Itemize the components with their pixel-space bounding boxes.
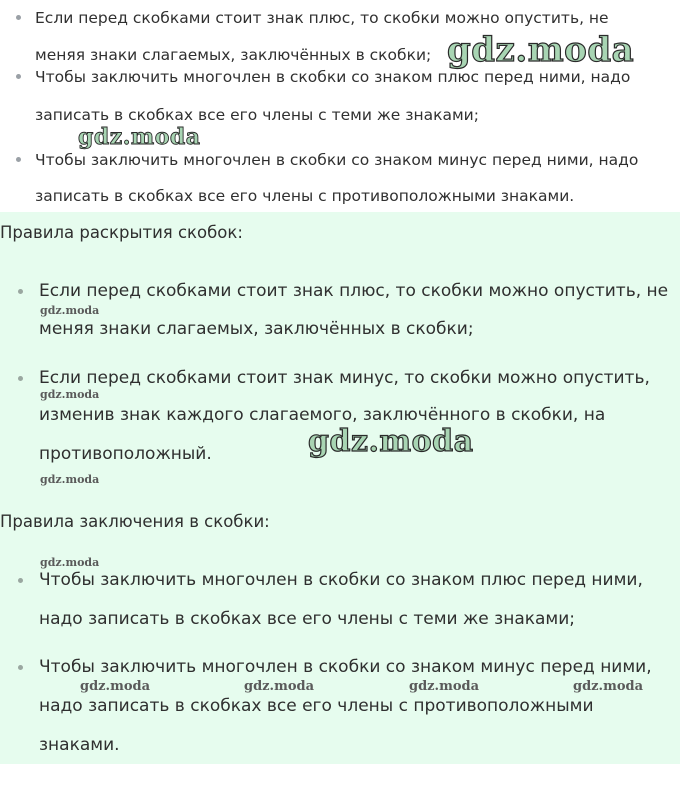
list-item-line: противоположный. (39, 444, 212, 464)
watermark: gdz.moda (447, 30, 635, 70)
bullet (16, 15, 21, 20)
watermark: gdz.moda (78, 124, 201, 150)
watermark: gdz.moda (40, 473, 100, 486)
list-item-line: надо записать в скобках все его члены с противоположными (39, 696, 594, 716)
list-item-line: Если перед скобками стоит знак минус, то скобки можно опустить, (39, 368, 650, 388)
top-list (0, 0, 680, 212)
list-item-line: Если перед скобками стоит знак плюс, то скобки можно опустить, не (35, 9, 609, 27)
bullet (18, 376, 23, 381)
list-item-line: записать в скобках все его члены с противоположными знаками. (35, 187, 575, 205)
section-heading-enclosing-brackets: Правила заключения в скобки: (0, 512, 270, 531)
list-item-line: Чтобы заключить многочлен в скобки со знаком плюс перед ними, надо (35, 68, 631, 86)
bullet (16, 74, 21, 79)
section-heading-opening-brackets: Правила раскрытия скобок: (0, 223, 243, 242)
list-item-line: Чтобы заключить многочлен в скобки со знаком минус перед ними, (39, 657, 652, 677)
list-item-line: надо записать в скобках все его члены с теми же знаками; (39, 609, 576, 629)
list-item-line: знаками. (39, 735, 120, 755)
bullet (18, 665, 23, 670)
watermark: gdz.moda (80, 679, 151, 694)
watermark: gdz.moda (40, 556, 100, 569)
list-item-line: Чтобы заключить многочлен в скобки со знаком минус перед ними, надо (35, 151, 639, 169)
rules-panel (0, 212, 680, 764)
list-item-line: записать в скобках все его члены с теми же знаками; (35, 106, 479, 124)
watermark: gdz.moda (40, 388, 100, 401)
watermark: gdz.moda (573, 679, 644, 694)
watermark: gdz.moda (40, 304, 100, 317)
list-item-line: изменив знак каждого слагаемого, заключённого в скобки, на (39, 405, 606, 425)
watermark: gdz.moda (409, 679, 480, 694)
bullet (18, 289, 23, 294)
list-item-line: Чтобы заключить многочлен в скобки со знаком плюс перед ними, (39, 570, 643, 590)
bullet (18, 578, 23, 583)
list-item-line: меняя знаки слагаемых, заключённых в скобки; (39, 319, 474, 339)
list-item-line: меняя знаки слагаемых, заключённых в скобки; (35, 46, 432, 64)
watermark: gdz.moda (244, 679, 315, 694)
watermark: gdz.moda (308, 424, 474, 459)
list-item-line: Если перед скобками стоит знак плюс, то скобки можно опустить, не (39, 281, 669, 301)
bullet (16, 157, 21, 162)
